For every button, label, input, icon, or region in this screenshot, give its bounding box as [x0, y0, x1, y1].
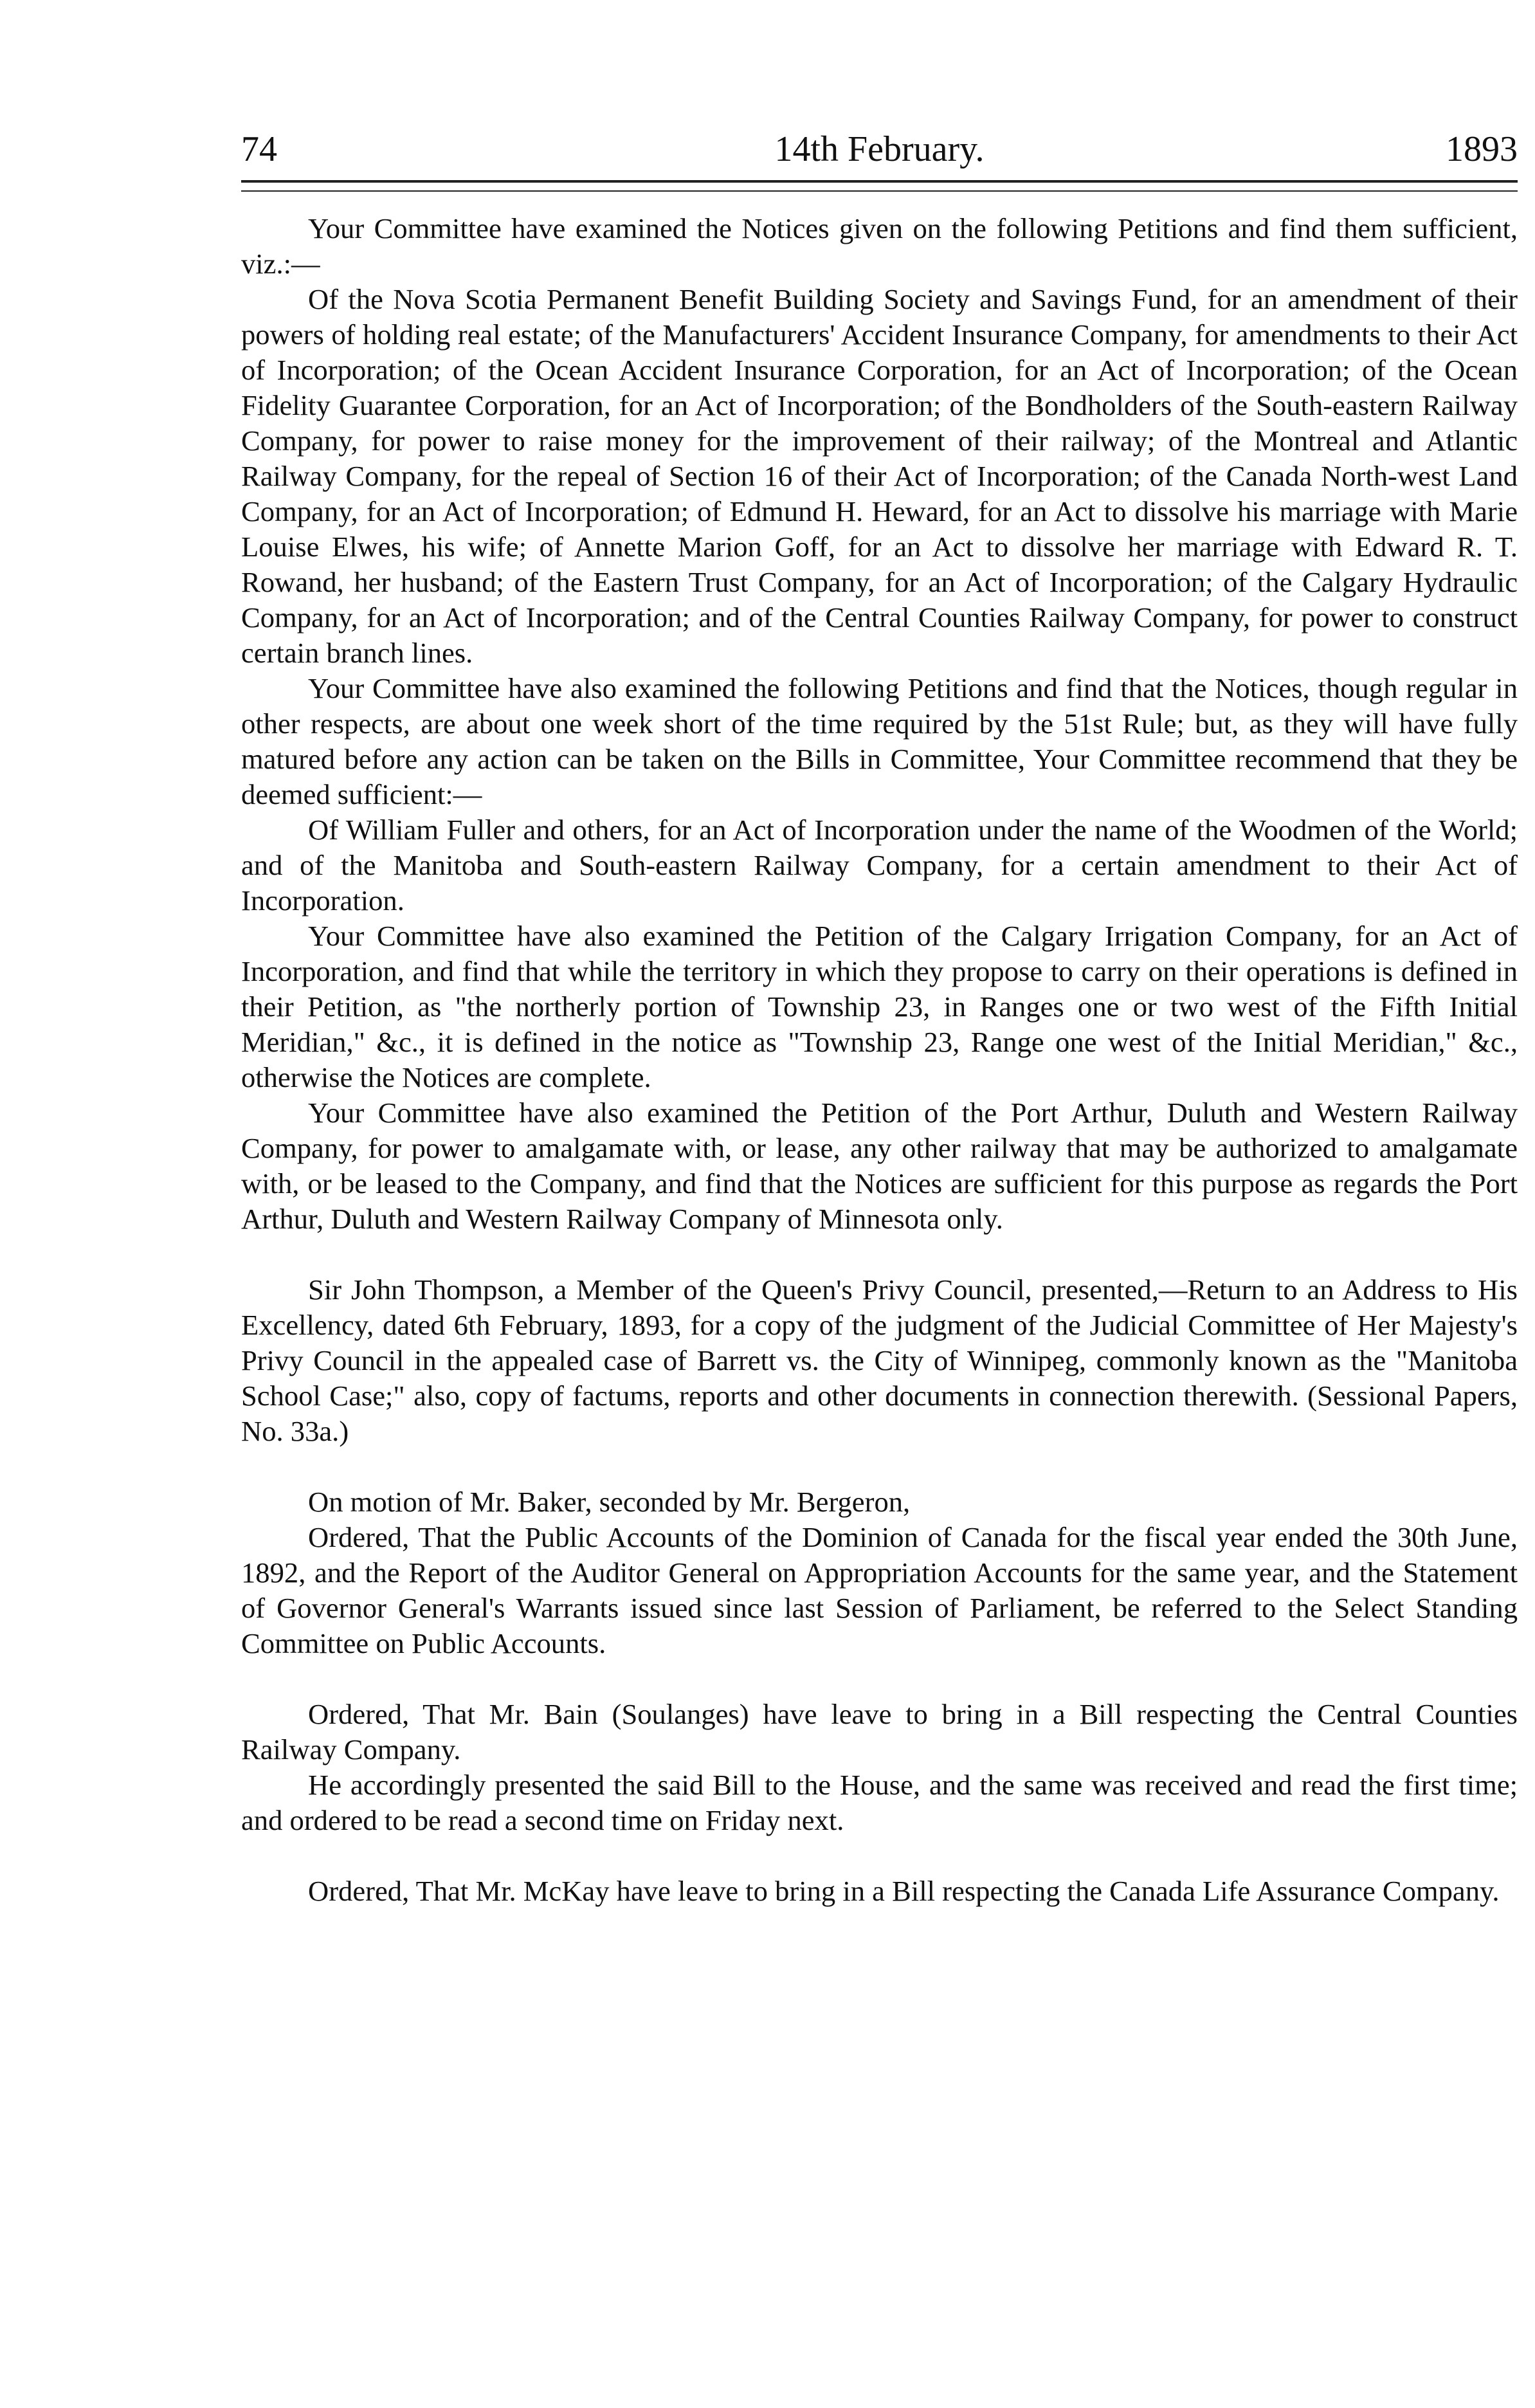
paragraph-mckay-order: Ordered, That Mr. McKay have leave to bring in a Bill respecting the Canada Life Assurance Company. — [308, 1875, 1500, 1907]
paragraph-short-notices: Your Committee have also examined the following Petitions and find that the Notices, though regular in other respects, are about one week short of the time required by the 51st Rule; but, as they will have fully matured before any action can be taken on the Bills in Committee, Your Committee recommend that they be deemed sufficient:— — [241, 672, 1518, 810]
paragraph-fuller-manitoba: Of William Fuller and others, for an Act of Incorporation under the name of the Woodmen of the World; and of the Manitoba and South-eastern Railway Company, for a certain amendment to their Act of Incorporation. — [241, 814, 1518, 917]
journal-body — [241, 211, 1518, 1909]
paragraph-public-accounts-order: Ordered, That the Public Accounts of the Dominion of Canada for the fiscal year ended the 30th June, 1892, and the Report of the Auditor General on Appropriation Accounts for the same year, and the Statement of Governor General's Warrants issued since last Session of Parliament, be referred to the Select Standing Committee on Public Accounts. — [241, 1521, 1518, 1659]
page-header — [241, 109, 1518, 180]
paragraph-bain-order: Ordered, That Mr. Bain (Soulanges) have leave to bring in a Bill respecting the Central Counties Railway Company. — [241, 1698, 1518, 1765]
page-year: 1893 — [1446, 129, 1518, 169]
document-page — [241, 109, 1518, 1909]
paragraph-committee-notices: Your Committee have examined the Notices given on the following Petitions and find them sufficient, viz.:— — [241, 212, 1518, 280]
header-rule-top — [241, 180, 1518, 183]
paragraph-petitions-list: Of the Nova Scotia Permanent Benefit Building Society and Savings Fund, for an amendment of their powers of holding real estate; of the Manufacturers' Accident Insurance Company, for amendments to their Act of Incorporation; of the Ocean Accident Insurance Corporation, for an Act of Incorporation; of the Ocean Fidelity Guarantee Corporation, for an Act of Incorporation; of the Bondholders of the South-eastern Railway Company, for power to raise money for the improvement of their railway; of the Montreal and Atlantic Railway Company, for the repeal of Section 16 of their Act of Incorporation; of the Canada North-west Land Company, for an Act of Incorporation; of Edmund H. Heward, for an Act to dissolve his marriage with Marie Louise Elwes, his wife; of Annette Marion Goff, for an Act to dissolve her marriage with Edward R. T. Rowand, her husband; of the Eastern Trust Company, for an Act of Incorporation; of the Calgary Hydraulic Company, for an Act of Incorporation; and of the Central Counties Railway Company, for power to construct certain branch lines. — [241, 283, 1518, 669]
paragraph-motion-baker: On motion of Mr. Baker, seconded by Mr. Bergeron, — [308, 1486, 911, 1518]
paragraph-calgary-irrigation: Your Committee have also examined the Petition of the Calgary Irrigation Company, for an Act of Incorporation, and find that while the territory in which they propose to carry on their operations is defined in their Petition, as "the northerly portion of Township 23, in Ranges one or two west of the Fifth Initial Meridian," &c., it is defined in the notice as "Township 23, Range one west of the Initial Meridian," &c., otherwise the Notices are complete. — [241, 920, 1518, 1093]
paragraph-bill-presented: He accordingly presented the said Bill to the House, and the same was received and read the first time; and ordered to be read a second time on Friday next. — [241, 1769, 1518, 1836]
page-number: 74 — [241, 129, 277, 169]
page-title: 14th February. — [774, 129, 985, 169]
paragraph-port-arthur: Your Committee have also examined the Petition of the Port Arthur, Duluth and Western Railway Company, for power to amalgamate with, or lease, any other railway that may be authorized to amalgamate with, or be leased to the Company, and find that the Notices are sufficient for this purpose as regards the Port Arthur, Duluth and Western Railway Company of Minnesota only. — [241, 1097, 1518, 1235]
paragraph-thompson-return: Sir John Thompson, a Member of the Queen's Privy Council, presented,—Return to an Address to His Excellency, dated 6th February, 1893, for a copy of the judgment of the Judicial Committee of Her Majesty's Privy Council in the appealed case of Barrett vs. the City of Winnipeg, commonly known as the "Manitoba School Case;" also, copy of factums, reports and other documents in connection therewith. (Sessional Papers, No. 33a.) — [241, 1273, 1518, 1447]
header-rule-bottom — [241, 190, 1518, 192]
